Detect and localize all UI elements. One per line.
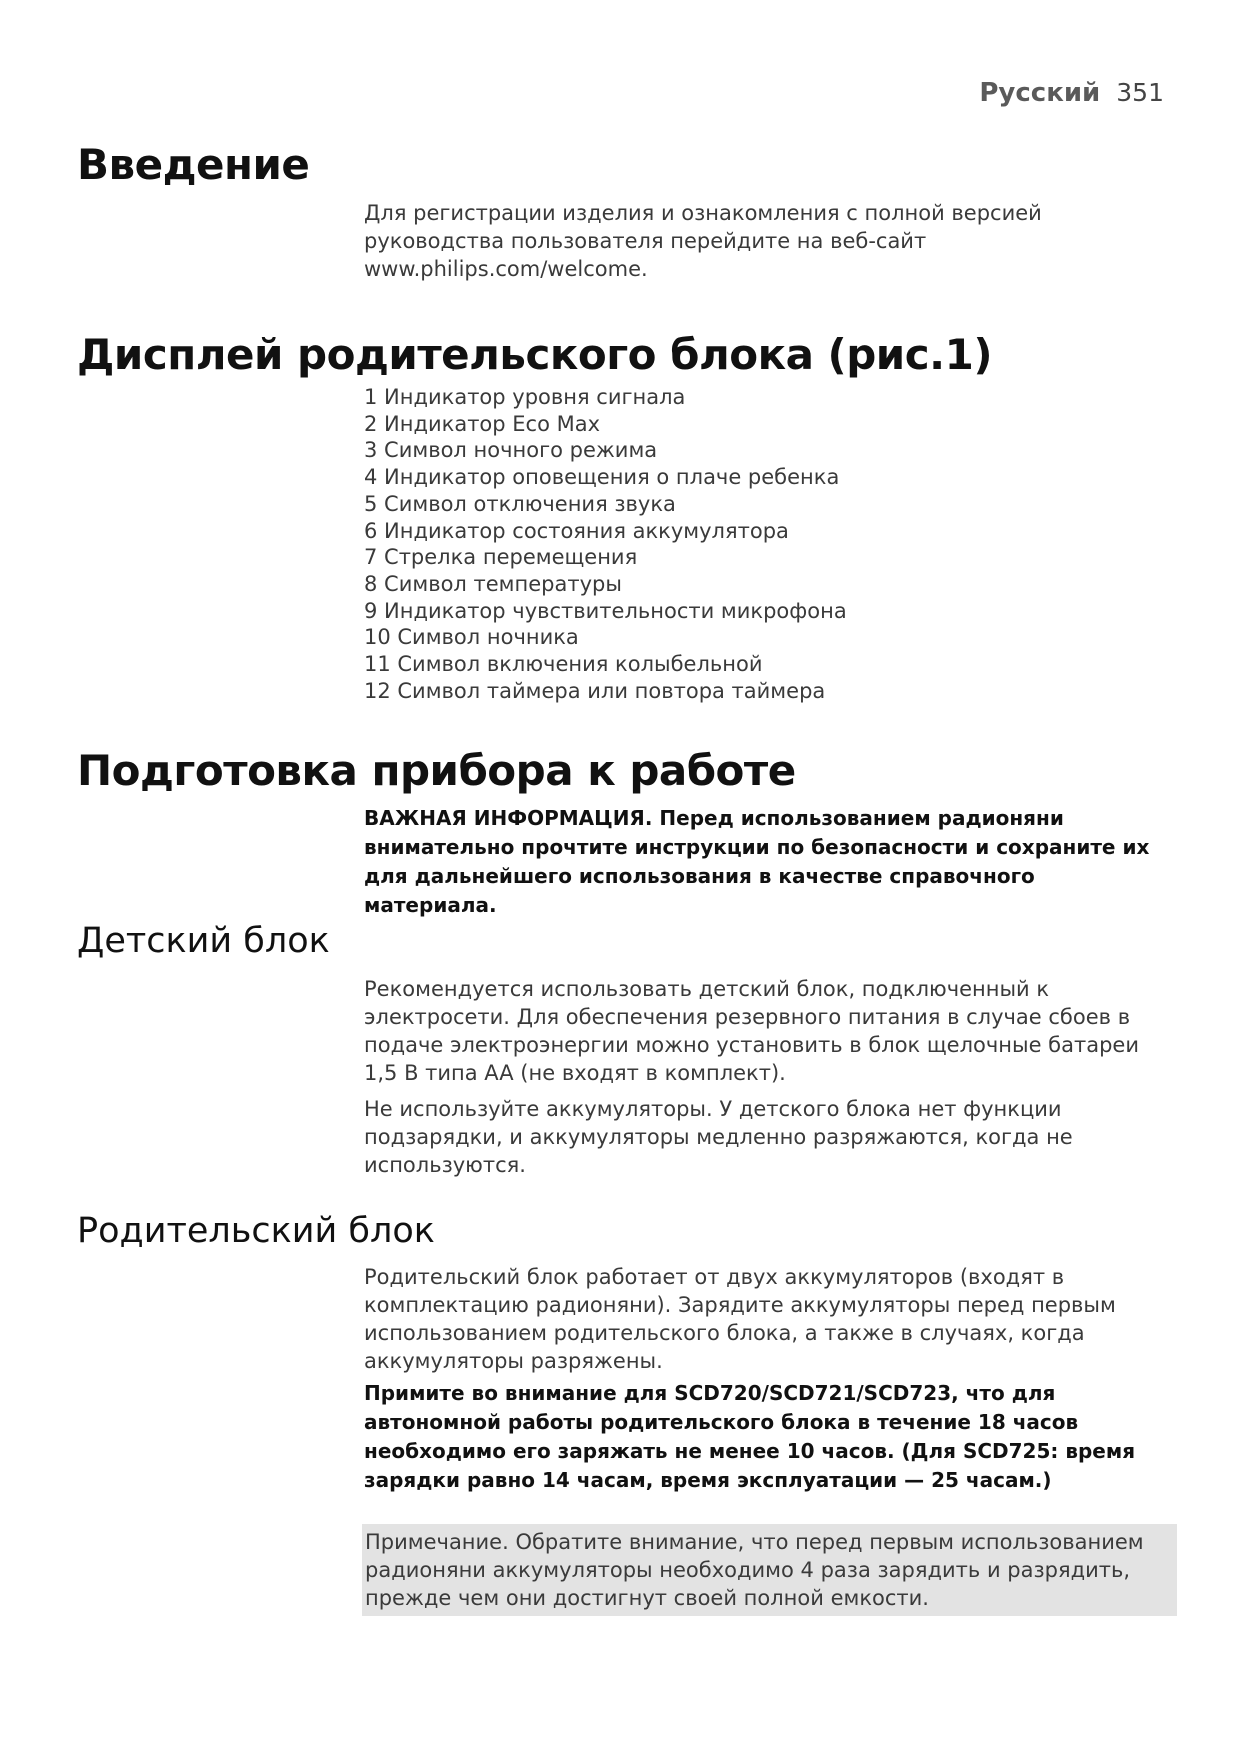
legend-item: 7 Стрелка перемещения — [364, 545, 638, 570]
legend-item: 8 Символ температуры — [364, 571, 622, 596]
legend-item: 9 Индикатор чувствительности микрофона — [364, 598, 847, 623]
legend-item: 3 Символ ночного режима — [364, 438, 658, 463]
legend-item: 6 Индикатор состояния аккумулятора — [364, 518, 789, 543]
important-paragraph: ВАЖНАЯ ИНФОРМАЦИЯ. Перед использованием радионяни внимательно прочтите инструкции по безопасности и сохраните их для дальнейшего использования в качестве справочного материала. — [364, 806, 1150, 917]
parent-unit-paragraph-1: Родительский блок работает от двух аккумуляторов (входят в комплектацию радионяни). Зарядите аккумуляторы перед первым использованием родительского блока, а также в случаях, когда аккумуляторы разряжены. — [364, 1265, 1116, 1373]
intro-paragraph: Для регистрации изделия и ознакомления с полной версией руководства пользователя перейдите на веб-сайт www.philips.com/welcome. — [364, 201, 1042, 281]
important-info-block — [364, 804, 1174, 920]
header-language: Русский — [979, 78, 1101, 108]
section-title-intro: Введение — [77, 140, 310, 189]
legend-item: 5 Символ отключения звука — [364, 491, 676, 516]
legend-item: 10 Символ ночника — [364, 625, 579, 650]
legend-item: 11 Символ включения колыбельной — [364, 652, 763, 677]
baby-unit-text-block — [364, 975, 1174, 1179]
baby-unit-paragraph-2: Не используйте аккумуляторы. У детского блока нет функции подзарядки, и аккумуляторы медленно разряжаются, когда не используются. — [364, 1097, 1073, 1177]
note-box — [362, 1524, 1177, 1616]
parent-unit-charging-notice: Примите во внимание для SCD720/SCD721/SCD723, что для автономной работы родительского блока в течение 18 часов необходимо его заряжать не менее 10 часов. (Для SCD725: время зарядки равно 14 часам, время эксплуатации — 25 часам.) — [364, 1381, 1136, 1492]
legend-item: 4 Индикатор оповещения о плаче ребенка — [364, 465, 840, 490]
legend-item: 1 Индикатор уровня сигнала — [364, 385, 686, 409]
intro-text-block — [364, 199, 1064, 283]
note-text: Примечание. Обратите внимание, что перед первым использованием радионяни аккумуляторы необходимо 4 раза зарядить и разрядить, прежде чем они достигнут своей полной емкости. — [365, 1530, 1144, 1610]
parent-unit-text-block — [364, 1263, 1174, 1495]
page-number: 351 — [1116, 78, 1164, 107]
subsection-title-parent-unit: Родительский блок — [77, 1211, 435, 1251]
page-header — [979, 78, 1164, 108]
legend-item: 2 Индикатор Eco Max — [364, 411, 601, 436]
display-legend-list — [364, 384, 847, 704]
section-title-display: Дисплей родительского блока (рис.1) — [77, 330, 993, 379]
legend-item: 12 Символ таймера или повтора таймера — [364, 678, 826, 703]
section-title-prep: Подготовка прибора к работе — [77, 746, 796, 795]
baby-unit-paragraph-1: Рекомендуется использовать детский блок, подключенный к электросети. Для обеспечения резервного питания в случае сбоев в подаче электроэнергии можно установить в блок щелочные батареи 1,5 В типа AA (не входят в комплект). — [364, 977, 1140, 1085]
subsection-title-baby-unit: Детский блок — [77, 921, 330, 961]
